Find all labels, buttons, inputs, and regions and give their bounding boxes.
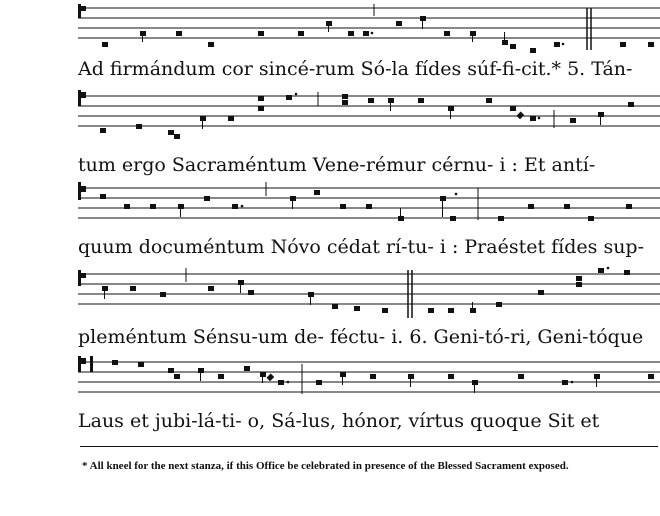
staff-4	[78, 266, 660, 326]
staff-5	[78, 354, 660, 414]
lyrics-line-2: tum ergo Sacraméntum Vene-rémur cérnu- i : Et antí-	[78, 154, 596, 176]
lyrics-line-3: quum documéntum Nóvo cédat rí-tu- i : Praéstet fídes sup-	[78, 236, 645, 258]
staff-2	[78, 88, 660, 148]
footnote-rule	[80, 446, 658, 447]
footnote: * All kneel for the next stanza, if this Office be celebrated in presence of the Blessed Sacrament exposed.	[82, 460, 569, 472]
lyrics-line-4: pleméntum Sénsu-um de- féctu- i. 6. Geni-tó-ri, Geni-tóque	[78, 326, 644, 348]
lyrics-line-1: Ad firmándum cor sincé-rum Só-la fídes súf-fi-cit.* 5. Tán-	[78, 58, 633, 80]
staff-1	[78, 0, 660, 60]
lyrics-line-5: Laus et jubi-lá-ti- o, Sá-lus, hónor, vírtus quoque Sit et	[78, 410, 600, 432]
staff-3	[78, 180, 660, 240]
